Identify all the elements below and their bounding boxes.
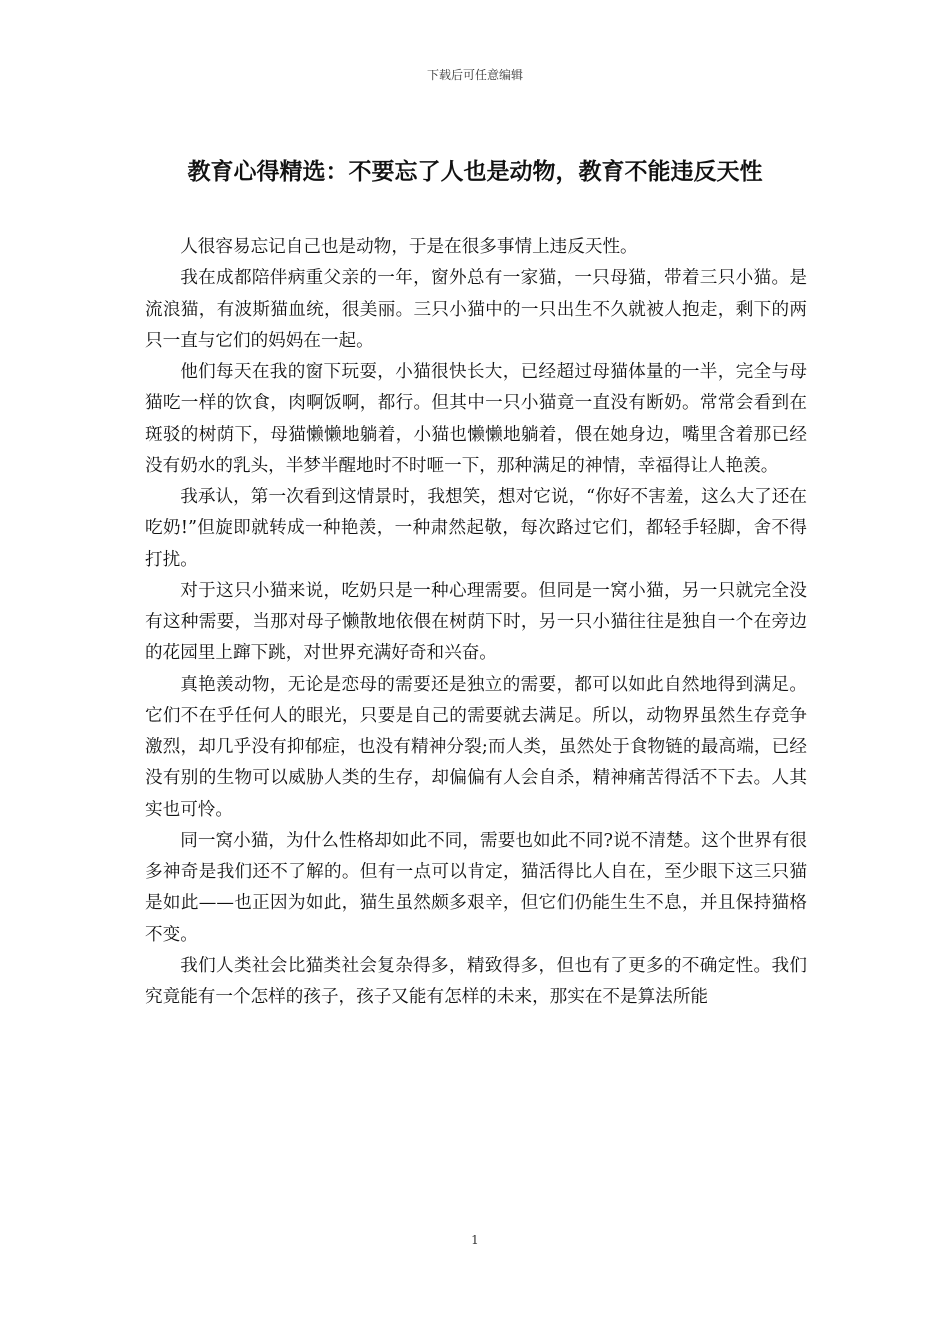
paragraph: 真艳羡动物，无论是恋母的需要还是独立的需要，都可以如此自然地得到满足。它们不在乎任何人的眼光，只要是自己的需要就去满足。所以，动物界虽然生存竞争激烈，却几乎没有抑郁症，也没有精神分裂;而人类，虽然处于食物链的最高端，已经没有别的生物可以威胁人类的生存，却偏偏有人会自杀，精神痛苦得活不下去。人其实也可怜。 xyxy=(145,674,807,820)
page-header: 下载后可任意编辑 xyxy=(426,68,523,82)
paragraph: 我们人类社会比猫类社会复杂得多，精致得多，但也有了更多的不确定性。我们究竟能有一个怎样的孩子，孩子又能有怎样的未来，那实在不是算法所能 xyxy=(145,955,807,1007)
paragraph: 同一窝小猫，为什么性格却如此不同，需要也如此不同?说不清楚。这个世界有很多神奇是我们还不了解的。但有一点可以肯定，猫活得比人自在，至少眼下这三只猫是如此——也正因为如此，猫生虽然颇多艰辛，但它们仍能生生不息，并且保持猫格不变。 xyxy=(145,830,807,945)
page-number: 1 xyxy=(471,1233,479,1247)
paragraph: 我在成都陪伴病重父亲的一年，窗外总有一家猫，一只母猫，带着三只小猫。是流浪猫，有波斯猫血统，很美丽。三只小猫中的一只出生不久就被人抱走，剩下的两只一直与它们的妈妈在一起。 xyxy=(145,268,807,351)
paragraph: 他们每天在我的窗下玩耍，小猫很快长大，已经超过母猫体量的一半，完全与母猫吃一样的饮食，肉啊饭啊，都行。但其中一只小猫竟一直没有断奶。常常会看到在斑驳的树荫下，母猫懒懒地躺着，小猫也懒懒地躺着，偎在她身边，嘴里含着那已经没有奶水的乳头，半梦半醒地时不时咂一下，那种满足的神情，幸福得让人艳羡。 xyxy=(145,362,807,476)
paragraph: 人很容易忘记自己也是动物，于是在很多事情上违反天性。 xyxy=(180,237,638,257)
paragraph: 我承认，第一次看到这情景时，我想笑，想对它说，“你好不害羞，这么大了还在吃奶!”但旋即就转成一种艳羡，一种肃然起敬，每次路过它们，都轻手轻脚，舍不得打扰。 xyxy=(145,487,807,570)
article-title: 教育心得精选：不要忘了人也是动物，教育不能违反天性 xyxy=(187,159,763,185)
article-body xyxy=(145,232,807,1013)
paragraph: 对于这只小猫来说，吃奶只是一种心理需要。但同是一窝小猫，另一只就完全没有这种需要，当那对母子懒散地依偎在树荫下时，另一只小猫往往是独自一个在旁边的花园里上蹿下跳，对世界充满好奇和兴奋。 xyxy=(145,580,807,664)
